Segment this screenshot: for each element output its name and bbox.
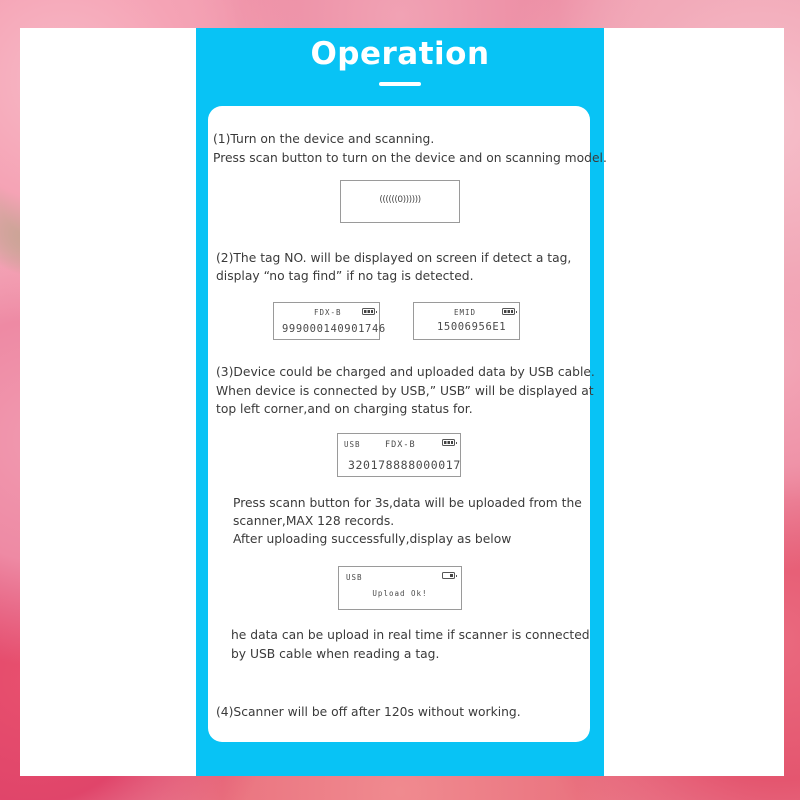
step-1-heading: (1)Turn on the device and scanning. [213, 132, 435, 146]
page-title: Operation [310, 36, 490, 72]
step-3-heading: (3)Device could be charged and uploaded data by USB cable. [216, 365, 595, 379]
upload-ok-message: Upload Ok! [372, 589, 428, 598]
usb-indicator: USB [344, 440, 361, 449]
step-2-heading: (2)The tag NO. will be displayed on screen if detect a tag, [216, 251, 572, 265]
tag-number: 320178888000017 [348, 458, 461, 472]
step-3-text-line-1: When device is connected by USB,” USB” will be displayed at [216, 384, 594, 398]
lcd-screen-upload-ok [338, 566, 462, 610]
lcd-screen-fdxb [273, 302, 386, 340]
tag-number: 999000140901746 [282, 323, 386, 335]
protocol-label: FDX-B [314, 308, 342, 317]
battery-full-icon [362, 308, 375, 315]
instructions-card [208, 106, 607, 742]
protocol-label: FDX-B [385, 440, 416, 450]
step-2-text: display “no tag find” if no tag is detected. [216, 269, 474, 283]
operation-panel [196, 28, 607, 776]
realtime-text-line-1: he data can be upload in real time if scanner is connected [231, 628, 590, 642]
scanning-indicator: ((((((0)))))) [379, 195, 421, 205]
lcd-screen-emid [413, 302, 520, 340]
usb-indicator: USB [346, 573, 363, 582]
upload-text-line-2: scanner,MAX 128 records. [233, 514, 395, 528]
battery-full-icon [442, 439, 455, 446]
upload-text-line-1: Press scann button for 3s,data will be uploaded from the [233, 496, 582, 510]
battery-full-icon [502, 308, 515, 315]
step-4-text: (4)Scanner will be off after 120s without working. [216, 705, 521, 719]
lcd-screen-usb-fdxb [337, 433, 461, 477]
lcd-screen-scanning [340, 180, 460, 223]
protocol-label: EMID [454, 308, 477, 317]
step-1-text: Press scan button to turn on the device and on scanning model. [213, 151, 607, 165]
battery-charging-icon [442, 572, 455, 579]
upload-text-line-3: After uploading successfully,display as below [233, 532, 512, 546]
realtime-text-line-2: by USB cable when reading a tag. [231, 647, 440, 661]
title-underline [379, 82, 421, 86]
step-3-text-line-2: top left corner,and on charging status for. [216, 402, 473, 416]
tag-number: 15006956E1 [437, 321, 507, 333]
